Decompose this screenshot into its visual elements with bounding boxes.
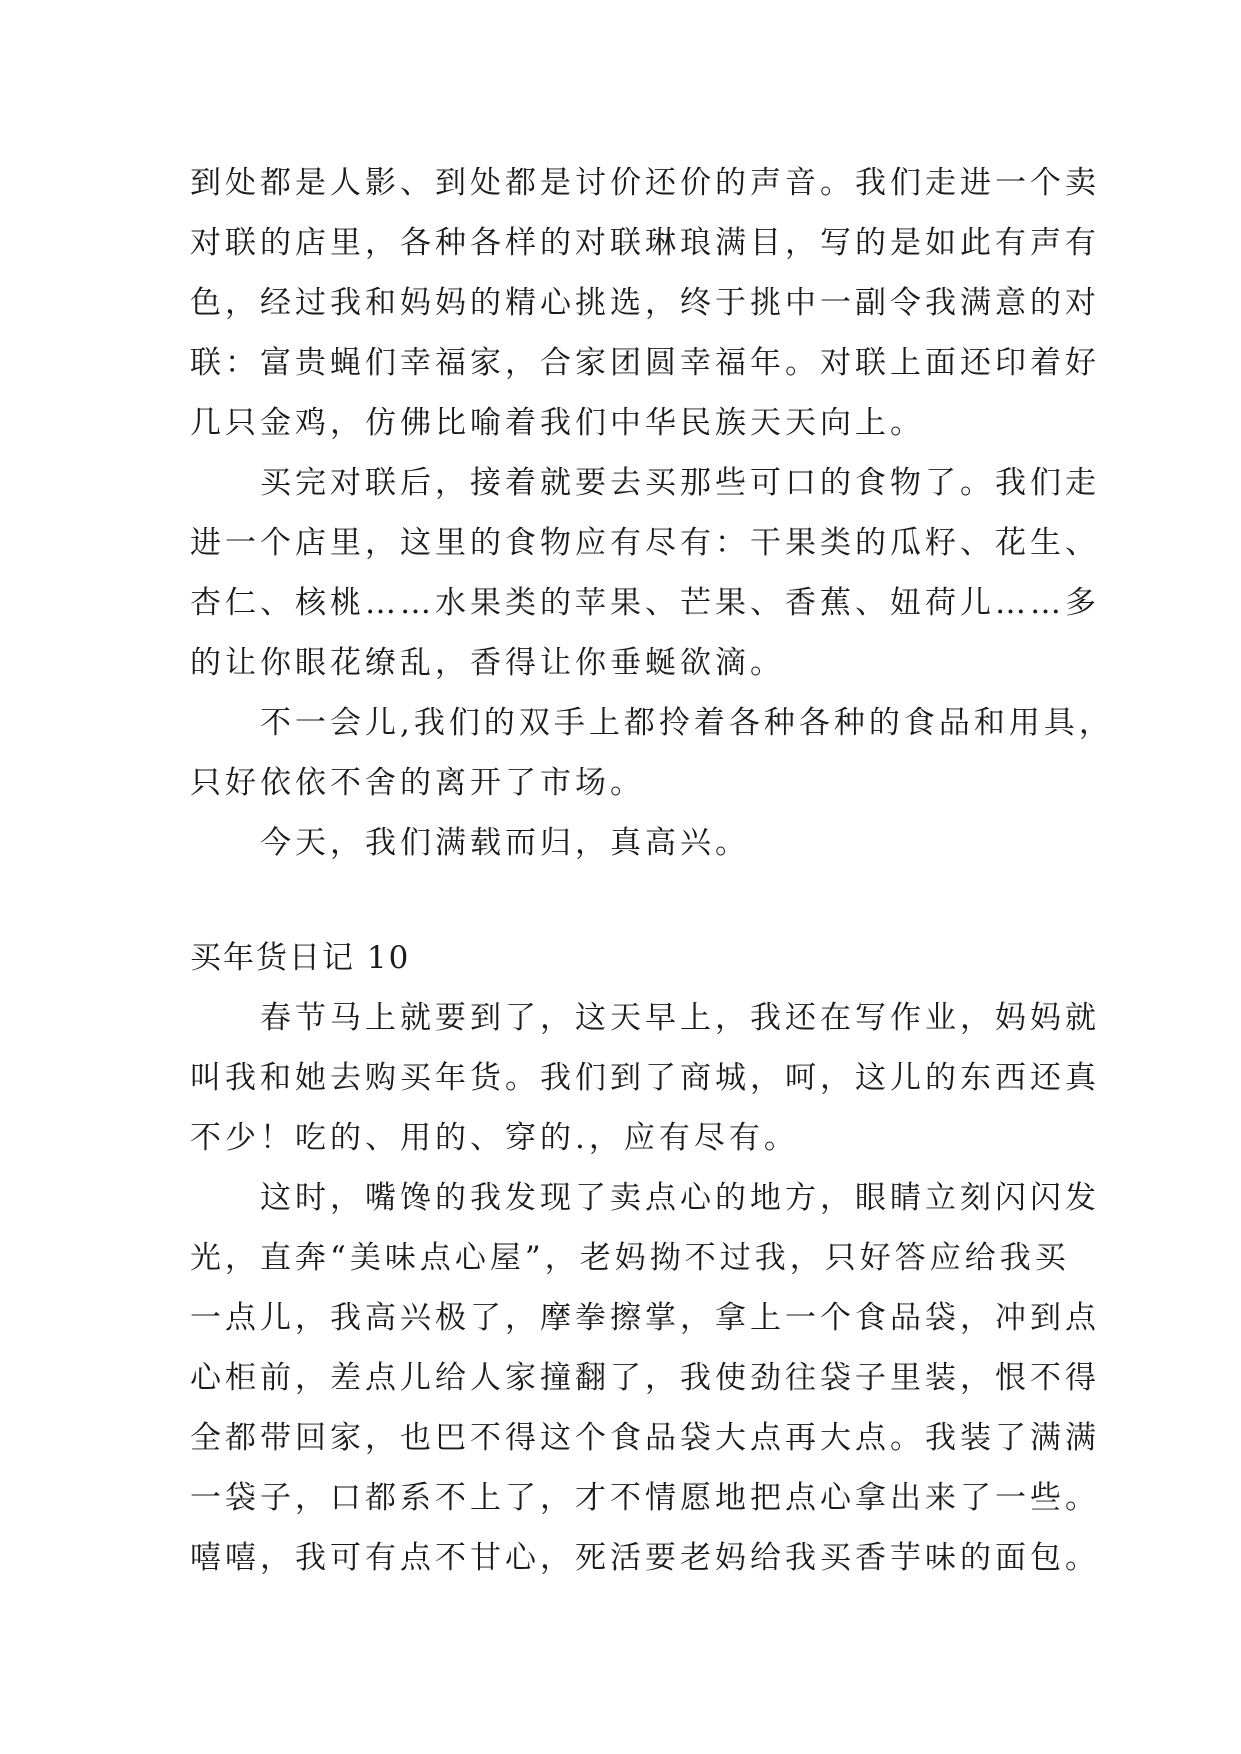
- para1-line-5: 几只金鸡，仿佛比喻着我们中华民族天天向上。: [190, 405, 925, 441]
- para6-line-3: 一点儿，我高兴极了，摩拳擦掌，拿上一个食品袋，冲到点: [190, 1300, 1100, 1336]
- para2-line-3: 杏仁、核桃……水果类的苹果、芒果、香蕉、妞荷儿……多: [190, 585, 1100, 621]
- para2-line-4: 的让你眼花缭乱，香得让你垂蜒欲滴。: [190, 645, 785, 681]
- para6-line-7: 嘻嘻，我可有点不甘心，死活要老妈给我买香芋味的面包。: [190, 1540, 1100, 1576]
- para5-line-1: 春节马上就要到了，这天早上，我还在写作业，妈妈就: [260, 1000, 1100, 1036]
- para6-line-4: 心柜前，差点儿给人家撞翻了，我使劲往袋子里装，恨不得: [190, 1360, 1100, 1396]
- para4-line-1: 今天，我们满载而归，真高兴。: [260, 825, 750, 861]
- para1-line-1: 到处都是人影、到处都是讨价还价的声音。我们走进一个卖: [190, 165, 1100, 201]
- para3-line-2: 只好依依不舍的离开了市场。: [190, 765, 645, 801]
- para2-line-2: 进一个店里，这里的食物应有尽有：干果类的瓜籽、花生、: [190, 525, 1100, 561]
- para6-line-2: 光，直奔“美味点心屋”，老妈拗不过我，只好答应给我买: [190, 1240, 1070, 1276]
- para3-line-1: 不一会儿,我们的双手上都拎着各种各种的食品和用具，: [260, 705, 1114, 741]
- para1-line-3: 色，经过我和妈妈的精心挑选，终于挑中一副令我满意的对: [190, 285, 1100, 321]
- para6-line-6: 一袋子，口都系不上了，才不情愿地把点心拿出来了一些。: [190, 1480, 1100, 1516]
- para5-line-2: 叫我和她去购买年货。我们到了商城，呵，这儿的东西还真: [190, 1060, 1100, 1096]
- para2-line-1: 买完对联后，接着就要去买那些可口的食物了。我们走: [260, 465, 1100, 501]
- para5-line-3: 不少！吃的、用的、穿的.，应有尽有。: [190, 1120, 799, 1156]
- para6-line-5: 全都带回家，也巴不得这个食品袋大点再大点。我装了满满: [190, 1420, 1100, 1456]
- document-body: [190, 153, 1114, 1588]
- para1-line-4: 联：富贵蝇们幸福家，合家团圆幸福年。对联上面还印着好: [190, 345, 1100, 381]
- section-heading: 买年货日记 10: [190, 940, 411, 976]
- para6-line-1: 这时，嘴馋的我发现了卖点心的地方，眼睛立刻闪闪发: [260, 1180, 1100, 1216]
- para1-line-2: 对联的店里，各种各样的对联琳琅满目，写的是如此有声有: [190, 225, 1100, 261]
